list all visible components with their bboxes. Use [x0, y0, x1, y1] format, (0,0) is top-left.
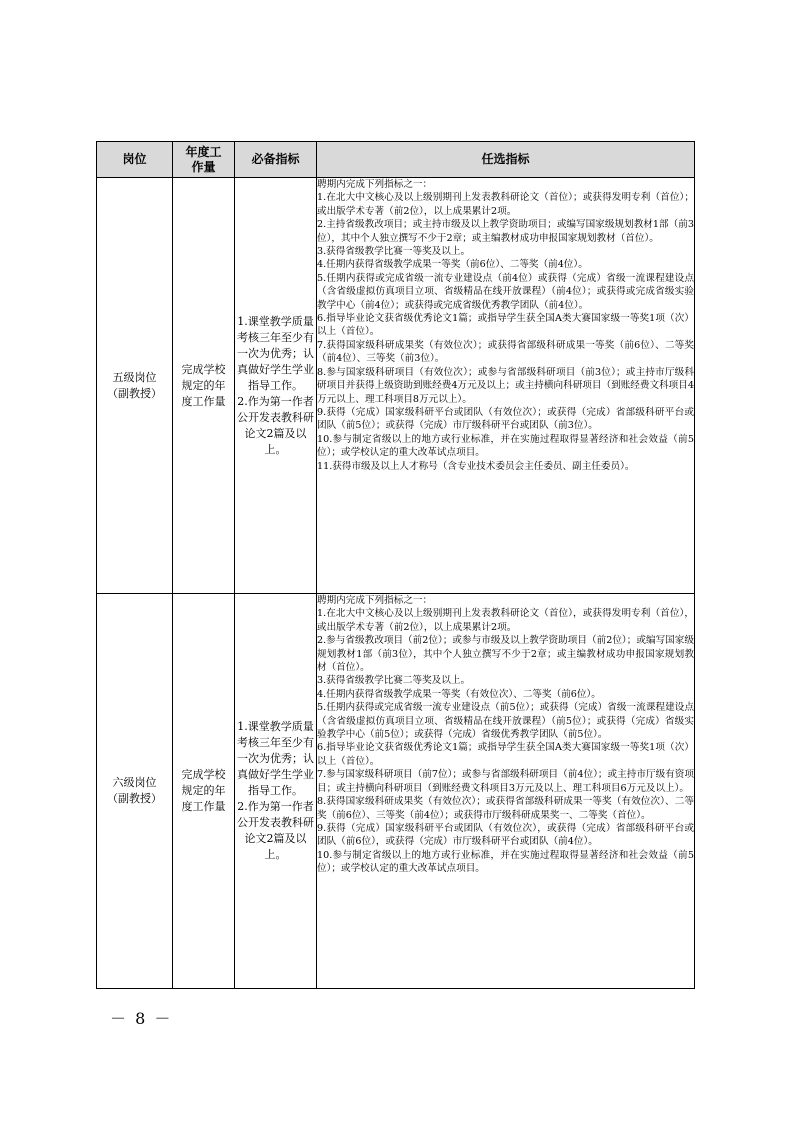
optional-item: 6.指导毕业论文获省级优秀论文1篇；或指导学生获全国A类大赛国家级一等奖1项（次）以上（首位）。 — [317, 742, 694, 767]
optional-item: 4.任期内获得省级教学成果一等奖（有效位次）、二等奖（前6位）。 — [317, 688, 601, 700]
optional-item: 1.在北大中文核心及以上级别期刊上发表教科研论文（首位），或获得发明专利（首位），或出版学术专著（前2位），以上成果累计2项。 — [317, 608, 694, 633]
required-cell — [235, 178, 317, 594]
post-cell: 五级岗位（副教授） — [97, 178, 173, 594]
optional-item: 10.参与制定省级以上的地方或行业标准，并在实施过程取得显著经济和社会效益（前5位）；或学校认定的重大改革试点项目。 — [317, 433, 694, 459]
optional-intro: 聘期内完成下列指标之一： — [317, 595, 433, 606]
optional-item: 6.指导毕业论文获省级优秀论文1篇；或指导学生获全国A类大赛国家级一等奖1项（次）以上（首位）。 — [317, 313, 694, 338]
optional-item: 5.任期内获得或完成省级一流专业建设点（前4位）或获得（完成）省级一流课程建设点（含省级虚拟仿真项目立项、省级精品在线开放课程）（前4位）；或获得或完成省级实验教学中心（前4位）；或获得或完成省级优秀教学团队（前4位）。 — [317, 272, 694, 311]
optional-item: 11.获得市级及以上人才称号（含专业技术委员会主任委员、副主任委员）。 — [317, 460, 635, 472]
required-item: 1.课堂教学质量考核三年至少有一次为优秀；认真做好学生学业指导工作。 — [237, 314, 314, 392]
optional-item: 3.获得省级教学比赛一等奖及以上。 — [317, 246, 471, 258]
optional-item: 7.获得国家级科研成果奖（有效位次）；或获得省部级科研成果一等奖（前6位）、二等奖（前4位）、三等奖（前3位）。 — [317, 339, 694, 365]
header-optional: 任选指标 — [317, 142, 695, 178]
optional-intro: 聘期内完成下列指标之一： — [317, 179, 433, 190]
required-cell — [235, 594, 317, 989]
optional-item: 3.获得省级教学比赛二等奖及以上。 — [317, 675, 471, 687]
optional-item: 5.任期内获得或完成省级一流专业建设点（前5位）；或获得（完成）省级一流课程建设点（含省级虚拟仿真项目立项、省级精品在线开放课程）（前5位）；或获得（完成）省级实验教学中心（前5位）；或获得（完成）省级优秀教学团队（前5位）。 — [317, 702, 694, 741]
optional-cell — [317, 594, 695, 989]
optional-item: 9.获得（完成）国家级科研平台或团队（有效位次）；或获得（完成）省部级科研平台或团队（前5位）；或获得（完成）市厅级科研平台或团队（前3位）。 — [317, 406, 694, 432]
optional-item: 8.参与国家级科研项目（有效位次）；或参与省部级科研项目（前3位）；或主持市厅级科研项目并获得上级资助到账经费4万元及以上；或主持横向科研项目（到账经费文科项目4万元以上、理工科项目8万元以上）。 — [317, 366, 694, 405]
optional-item: 8.获得国家级科研成果奖（有效位次）；或获得省部级科研成果一等奖（有效位次）、二等奖（前6位）、三等奖（前4位）；或获得市厅级科研成果奖一、二等奖（首位）。 — [317, 796, 694, 821]
table-header-row — [97, 142, 695, 178]
header-workload: 年度工作量 — [173, 142, 235, 178]
header-required: 必备指标 — [235, 142, 317, 178]
post-cell: 六级岗位（副教授） — [97, 594, 173, 989]
workload-cell: 完成学校规定的年度工作量 — [173, 178, 235, 594]
optional-item: 4.任期内获得省级教学成果一等奖（前6位）、二等奖（前4位）。 — [317, 259, 588, 271]
optional-item: 2.参与省级教改项目（前2位）；或参与市级及以上教学资助项目（前2位）；或编写国家级规划教材1部（前3位），其中个人独立撰写不少于2章；或主编教材成功申报国家规划教材（首位）。 — [317, 635, 694, 674]
workload-cell: 完成学校规定的年度工作量 — [173, 594, 235, 989]
table-row — [97, 594, 695, 989]
header-post: 岗位 — [97, 142, 173, 178]
optional-item: 2.主持省级教改项目；或主持市级及以上教学资助项目；或编写国家级规划教材1部（前3位），其中个人独立撰写不少于2章；或主编教材成功申报国家规划教材（首位）。 — [317, 219, 694, 244]
page-number: － 8 － — [110, 1009, 173, 1028]
required-item: 2.作为第一作者公开发表教科研论文2篇及以上。 — [237, 800, 314, 861]
optional-cell — [317, 178, 695, 594]
optional-item: 7.参与国家级科研项目（前7位）；或参与省部级科研项目（前4位）；或主持市厅级有资项目；或主持横向科研项目（到账经费文科项目3万元及以上、理工科项目6万元及以上）。 — [317, 769, 694, 794]
required-item: 1.课堂教学质量考核三年至少有一次为优秀；认真做好学生学业指导工作。 — [237, 720, 314, 797]
optional-item: 9.获得（完成）国家级科研平台或团队（有效位次），或获得（完成）省部级科研平台或团队（前6位），或获得（完成）市厅级科研平台或团队（前4位）。 — [317, 822, 694, 848]
required-item: 2.作为第一作者公开发表教科研论文2篇及以上。 — [237, 394, 314, 456]
table-row — [97, 178, 695, 594]
indicator-table — [96, 141, 695, 989]
optional-item: 10.参与制定省级以上的地方或行业标准，并在实施过程取得显著经济和社会效益（前5位）；或学校认定的重大改革试点项目。 — [317, 849, 694, 875]
optional-item: 1.在北大中文核心及以上级别期刊上发表教科研论文（首位）；或获得发明专利（首位）；或出版学术专著（前2位），以上成果累计2项。 — [317, 192, 694, 217]
